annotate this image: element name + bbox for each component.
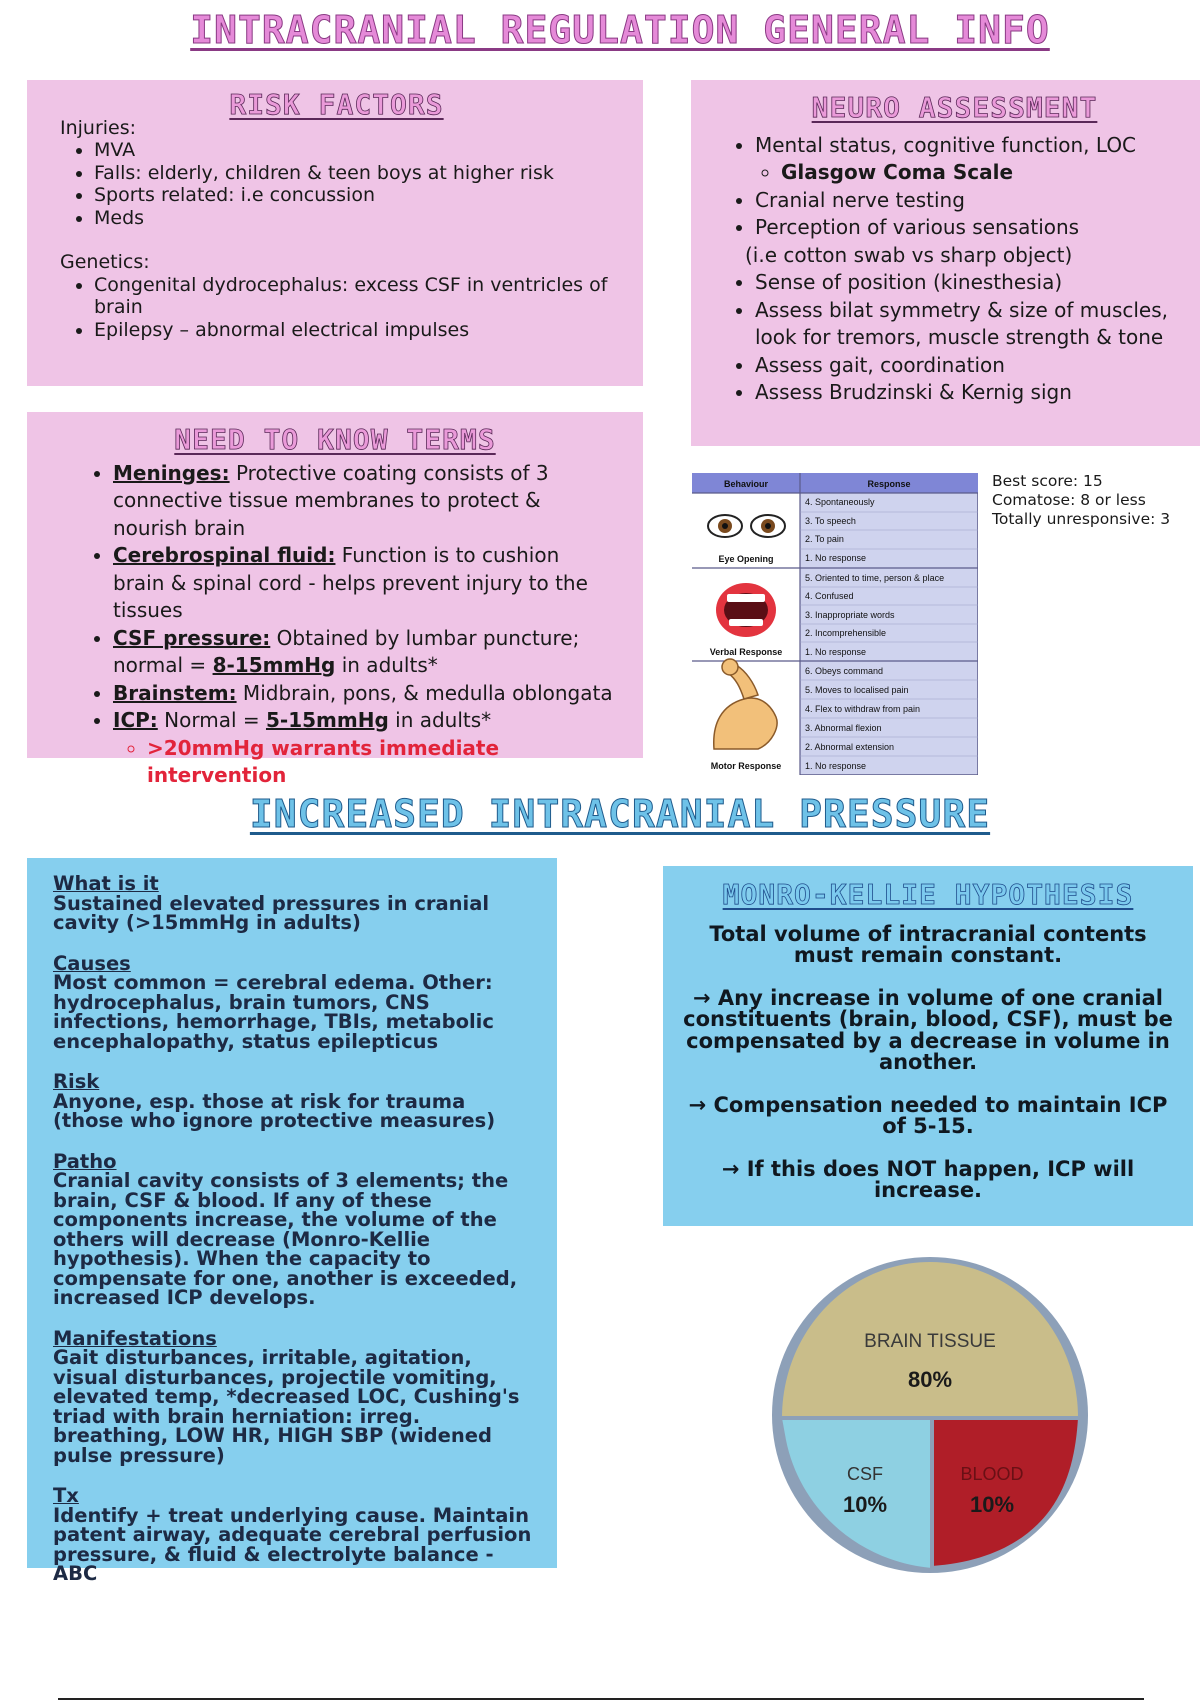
gcs-best-score: Best score: 15: [992, 472, 1103, 490]
list-item: • Assess bilat symmetry & size of muscles, look for tremors, muscle strength & tone: [755, 297, 1182, 352]
icp-warning: ◦ >20mmHg warrants immediate intervention: [147, 735, 613, 790]
icp-what-text: Sustained elevated pressures in cranial cavity (>15mmHg in adults): [53, 891, 490, 934]
gcs-response-item: 3. Abnormal flexion: [805, 723, 882, 733]
term-label: Brainstem:: [113, 680, 237, 705]
risk-factors-box: [27, 80, 643, 386]
list-item: • Meds: [94, 207, 613, 230]
gcs-motor-label: Motor Response: [710, 761, 782, 771]
risk-factors-title: RISK FACTORS: [229, 88, 444, 121]
gcs-header-behaviour: Behaviour: [723, 479, 769, 489]
genetics-label: Genetics:: [60, 251, 150, 273]
list-item: ◦ Glasgow Coma Scale: [781, 159, 1182, 187]
genetics-list: [60, 274, 613, 342]
monro-kellie-paragraph: → Any increase in volume of one cranial constituents (brain, blood, CSF), must be compensated by a decrease in volume in another.: [683, 985, 1173, 1074]
gcs-comatose: Comatose: 8 or less: [992, 491, 1146, 509]
gcs-verbal-label: Verbal Response: [709, 647, 783, 657]
gcs-response-item: 1. No response: [805, 553, 867, 563]
gcs-response-item: 1. No response: [805, 761, 867, 771]
terms-box: [27, 412, 643, 787]
glasgow-coma-scale-table: [692, 473, 978, 775]
pie-label-csf: CSF: [847, 1464, 883, 1484]
gcs-unresponsive: Totally unresponsive: 3: [992, 510, 1171, 528]
list-item: [113, 680, 613, 708]
term-value: 8-15mmHg: [212, 653, 336, 677]
icp-causes-heading: Causes: [53, 951, 131, 975]
icp-manifestations-text: Gait disturbances, irritable, agitation, visual disturbances, projectile vomiting, elevated temp, *decreased LOC, Cushing's triad with brain herniation: irreg. breathing, LOW HR, HIGH SBP (widened pulse pressure): [53, 1346, 520, 1467]
icp-risk-heading: Risk: [53, 1070, 100, 1093]
icp-risk-text: Anyone, esp. those at risk for trauma (those who ignore protective measures): [53, 1089, 496, 1132]
intracranial-contents-pie: [770, 1250, 1090, 1580]
gcs-eye-label: Eye Opening: [718, 554, 774, 564]
term-label: Cerebrospinal fluid:: [113, 543, 336, 567]
main-title: INTRACRANIAL REGULATION GENERAL INFO: [190, 8, 1050, 52]
list-item: [113, 542, 613, 625]
icp-what-heading: What is it: [53, 872, 159, 895]
list-item: • Perception of various sensations: [755, 214, 1182, 242]
icp-tx-heading: Tx: [53, 1484, 79, 1507]
list-item: [755, 132, 1182, 187]
neuro-list: [727, 132, 1182, 407]
term-definition: Protective coating consists of 3 connective tissue membranes to protect & nourish brain: [113, 460, 549, 540]
icp-info-box: [27, 858, 557, 1585]
gcs-response-item: 4. Spontaneously: [805, 497, 875, 507]
gcs-response-item: 6. Obeys command: [805, 666, 884, 676]
term-definition: Function is to cushion brain & spinal cord - helps prevent injury to the tissues: [113, 543, 588, 622]
pie-value-blood: 10%: [969, 1492, 1015, 1517]
neuro-item-text: Mental status, cognitive function, LOC: [755, 132, 1137, 157]
list-item: • Assess gait, coordination: [755, 352, 1182, 380]
list-item: • Sense of position (kinesthesia): [755, 269, 1182, 297]
neuro-assessment-title: NEURO ASSESSMENT: [811, 91, 1098, 124]
icp-causes-text: Most common = cerebral edema. Other: hydrocephalus, brain tumors, CNS infections, hemorrhage, TBIs, metabolic encephalopathy, status epilepticus: [53, 971, 494, 1053]
term-definition: in adults*: [335, 653, 438, 677]
monro-kellie-box: [663, 866, 1193, 1226]
gcs-response-item: 4. Flex to withdraw from pain: [805, 704, 921, 714]
mouth-icon: [716, 583, 776, 637]
term-value: 5-15mmHg: [265, 708, 389, 732]
list-item: • Epilepsy – abnormal electrical impulses: [94, 319, 613, 342]
term-label: CSF pressure:: [113, 625, 271, 650]
term-definition: in adults*: [388, 708, 492, 732]
term-definition: Obtained by lumbar puncture; normal =: [113, 625, 580, 677]
gcs-response-item: 2. To pain: [805, 534, 844, 544]
term-definition: Normal =: [157, 708, 266, 732]
gcs-response-item: 1. No response: [805, 647, 867, 657]
gcs-response-item: 4. Confused: [805, 591, 854, 601]
icp-tx-text: Identify + treat underlying cause. Maintain patent airway, adequate cerebral perfusion pressure, & fluid & electrolyte balance - ABC: [53, 1503, 532, 1585]
gcs-response-item: 2. Incomprehensible: [805, 628, 887, 638]
monro-kellie-title: MONRO-KELLIE HYPOTHESIS: [722, 878, 1134, 911]
monro-kellie-paragraph: Total volume of intracranial contents must remain constant.: [709, 921, 1147, 967]
injuries-list: [60, 139, 613, 229]
list-item: • Cranial nerve testing: [755, 187, 1182, 215]
term-label: ICP:: [113, 708, 158, 732]
list-item: [113, 707, 613, 790]
monro-kellie-paragraph: → If this does NOT happen, ICP will increase.: [721, 1156, 1135, 1202]
pie-label-brain: BRAIN TISSUE: [864, 1331, 996, 1352]
list-item: • Assess Brudzinski & Kernig sign: [755, 379, 1182, 407]
terms-title: NEED TO KNOW TERMS: [174, 423, 496, 456]
gcs-score-notes: [992, 472, 1200, 529]
list-item: • Congenital dydrocephalus: excess CSF in ventricles of brain: [94, 274, 613, 319]
gcs-header-response: Response: [867, 479, 911, 489]
icp-patho-text: Cranial cavity consists of 3 elements; the brain, CSF & blood. If any of these components increase, the volume of the others will decrease (Monro-Kellie hypothesis). When the capacity to compensate for one, another is exceeded, increased ICP develops.: [53, 1169, 518, 1309]
icp-patho-heading: Patho: [53, 1149, 117, 1173]
injuries-label: Injuries:: [60, 116, 137, 139]
list-item: [113, 460, 613, 543]
gcs-response-item: 5. Moves to localised pain: [805, 685, 909, 695]
neuro-assessment-box: [691, 80, 1200, 446]
list-item: • Sports related: i.e concussion: [94, 184, 613, 207]
pie-value-brain: 80%: [907, 1367, 953, 1392]
list-item-continuation: (i.e cotton swab vs sharp object): [745, 242, 1073, 267]
list-item: [113, 625, 613, 680]
icp-section-title: INCREASED INTRACRANIAL PRESSURE: [249, 792, 991, 836]
gcs-response-item: 3. To speech: [805, 516, 856, 526]
terms-list: [79, 460, 613, 790]
term-definition: Midbrain, pons, & medulla oblongata: [236, 680, 613, 705]
list-item: • Falls: elderly, children & teen boys at higher risk: [94, 162, 613, 185]
list-item: • MVA: [94, 139, 613, 162]
pie-value-csf: 10%: [842, 1492, 888, 1517]
gcs-response-item: 2. Abnormal extension: [805, 742, 895, 752]
term-label: Meninges:: [113, 460, 230, 485]
icp-manifestations-heading: Manifestations: [53, 1326, 217, 1350]
pie-label-blood: BLOOD: [960, 1464, 1024, 1484]
gcs-response-item: 3. Inappropriate words: [805, 610, 895, 620]
gcs-response-item: 5. Oriented to time, person & place: [805, 573, 945, 583]
monro-kellie-paragraph: → Compensation needed to maintain ICP of 5-15.: [688, 1092, 1168, 1138]
